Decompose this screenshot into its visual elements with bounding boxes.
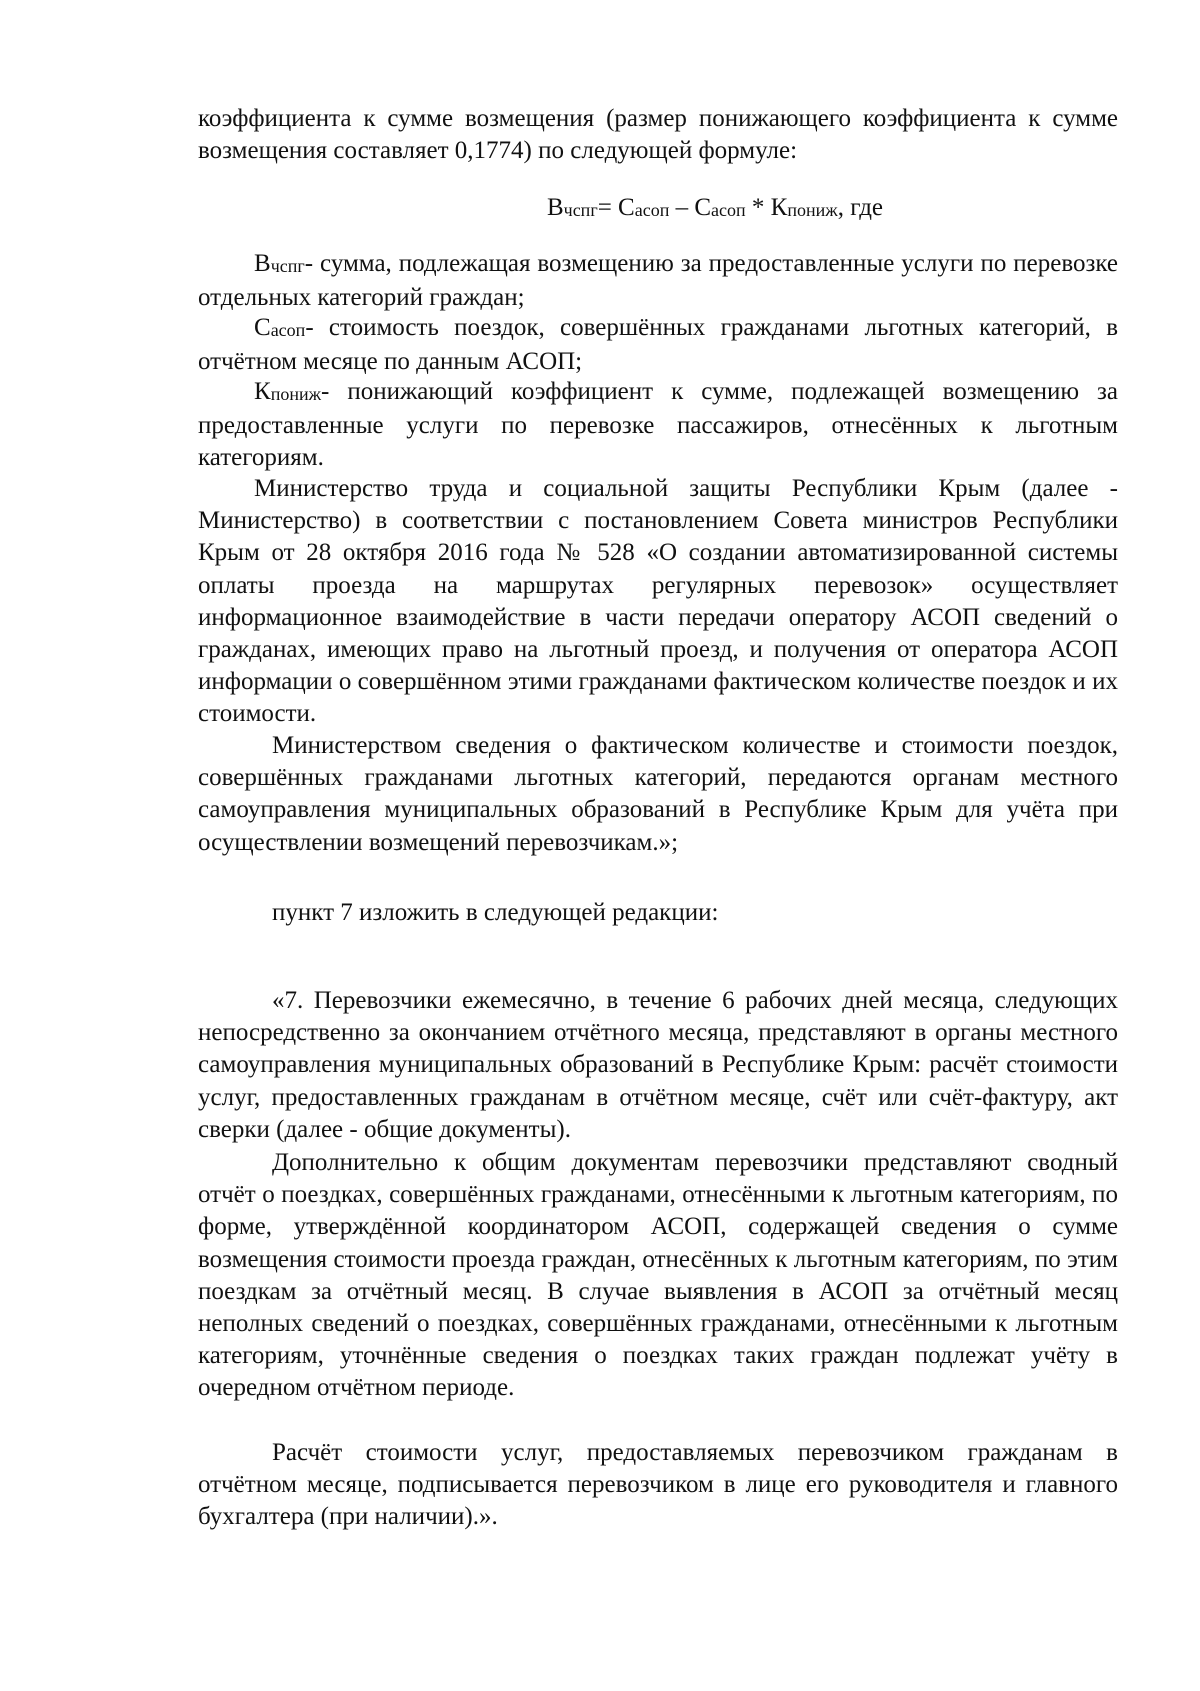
- paragraph-7-1: «7. Перевозчики ежемесячно, в течение 6 рабочих дней месяца, следующих непосредственно за окончанием отчётного месяца, представляют в органы местного самоуправления муниципальных образований в Республике Крым: расчёт стоимости услуг, предоставленных гражданам в отчётном месяце, счёт или счёт-фактуру, акт сверки (далее - общие документы).: [198, 987, 1118, 1143]
- definition-k-text: - понижающий коэффициент к сумме, подлежащей возмещению за предоставленные услуги по перевозке пассажиров, отнесённых к льготным категориям.: [198, 378, 1118, 472]
- formula-b-sub: чспг: [563, 200, 598, 220]
- formula-b: В: [546, 194, 564, 221]
- formula-c2-sub: асоп: [711, 200, 746, 220]
- definition-b: [198, 248, 1118, 314]
- formula-k-sub: пониж: [787, 200, 838, 220]
- formula-mult: * К: [745, 194, 788, 221]
- paragraph-ministry-2: Министерством сведения о фактическом количестве и стоимости поездок, совершённых гражданами льготных категорий, передаются органам местного самоуправления муниципальных образований в Республике Крым для учёта при осуществлении возмещений перевозчикам.»;: [198, 732, 1118, 856]
- definition-c-sub: асоп: [270, 320, 306, 340]
- formula: [0, 192, 1200, 226]
- formula-minus: – С: [669, 194, 712, 221]
- definition-b-symbol: В: [254, 250, 271, 277]
- definition-c-symbol: С: [254, 314, 271, 341]
- paragraph-intro: коэффициента к сумме возмещения (размер понижающего коэффициента к сумме возмещения составляет 0,1774) по следующей формуле:: [198, 105, 1118, 165]
- definition-b-text: - сумма, подлежащая возмещению за предоставленные услуги по перевозке отдельных категорий граждан;: [198, 250, 1118, 312]
- definition-c-text: - стоимость поездок, совершённых гражданами льготных категорий, в отчётном месяце по данным АСОП;: [198, 314, 1118, 376]
- definition-c: [198, 312, 1118, 378]
- formula-expression: [547, 192, 883, 226]
- paragraph-7-3: Расчёт стоимости услуг, предоставляемых перевозчиком гражданам в отчётном месяце, подписывается перевозчиком в лице его руководителя и главного бухгалтера (при наличии).».: [198, 1439, 1118, 1531]
- definition-k-sub: пониж: [270, 384, 322, 404]
- definition-k-symbol: К: [254, 378, 271, 405]
- definition-k: [198, 376, 1118, 475]
- definition-b-sub: чспг: [270, 256, 305, 276]
- paragraph-point-7: пункт 7 изложить в следующей редакции:: [272, 899, 719, 926]
- formula-eq: = С: [597, 194, 635, 221]
- paragraph-7-2: Дополнительно к общим документам перевозчики представляют сводный отчёт о поездках, совершённых гражданами, отнесёнными к льготным категориям, по форме, утверждённой координатором АСОП, содержащей сведения о сумме возмещения стоимости проезда граждан, отнесённых к льготным категориям, по этим поездкам за отчётный месяц. В случае выявления в АСОП за отчётный месяц неполных сведений о поездках, совершённых гражданами, отнесёнными к льготным категориям, уточнённые сведения о поездках таких граждан подлежат учёту в очередном отчётном периоде.: [198, 1149, 1118, 1402]
- formula-c1-sub: асоп: [634, 200, 670, 220]
- formula-tail: , где: [837, 194, 884, 221]
- paragraph-ministry: Министерство труда и социальной защиты Республики Крым (далее - Министерство) в соответствии с постановлением Совета министров Республики Крым от 28 октября 2016 года № 528 «О создании автоматизированной системы оплаты проезда на маршрутах регулярных перевозок» осуществляет информационное взаимодействие в части передачи оператору АСОП сведений о гражданах, имеющих право на льготный проезд, и получения от оператора АСОП информации о совершённом этими гражданами фактическом количестве поездок и их стоимости.: [198, 475, 1118, 728]
